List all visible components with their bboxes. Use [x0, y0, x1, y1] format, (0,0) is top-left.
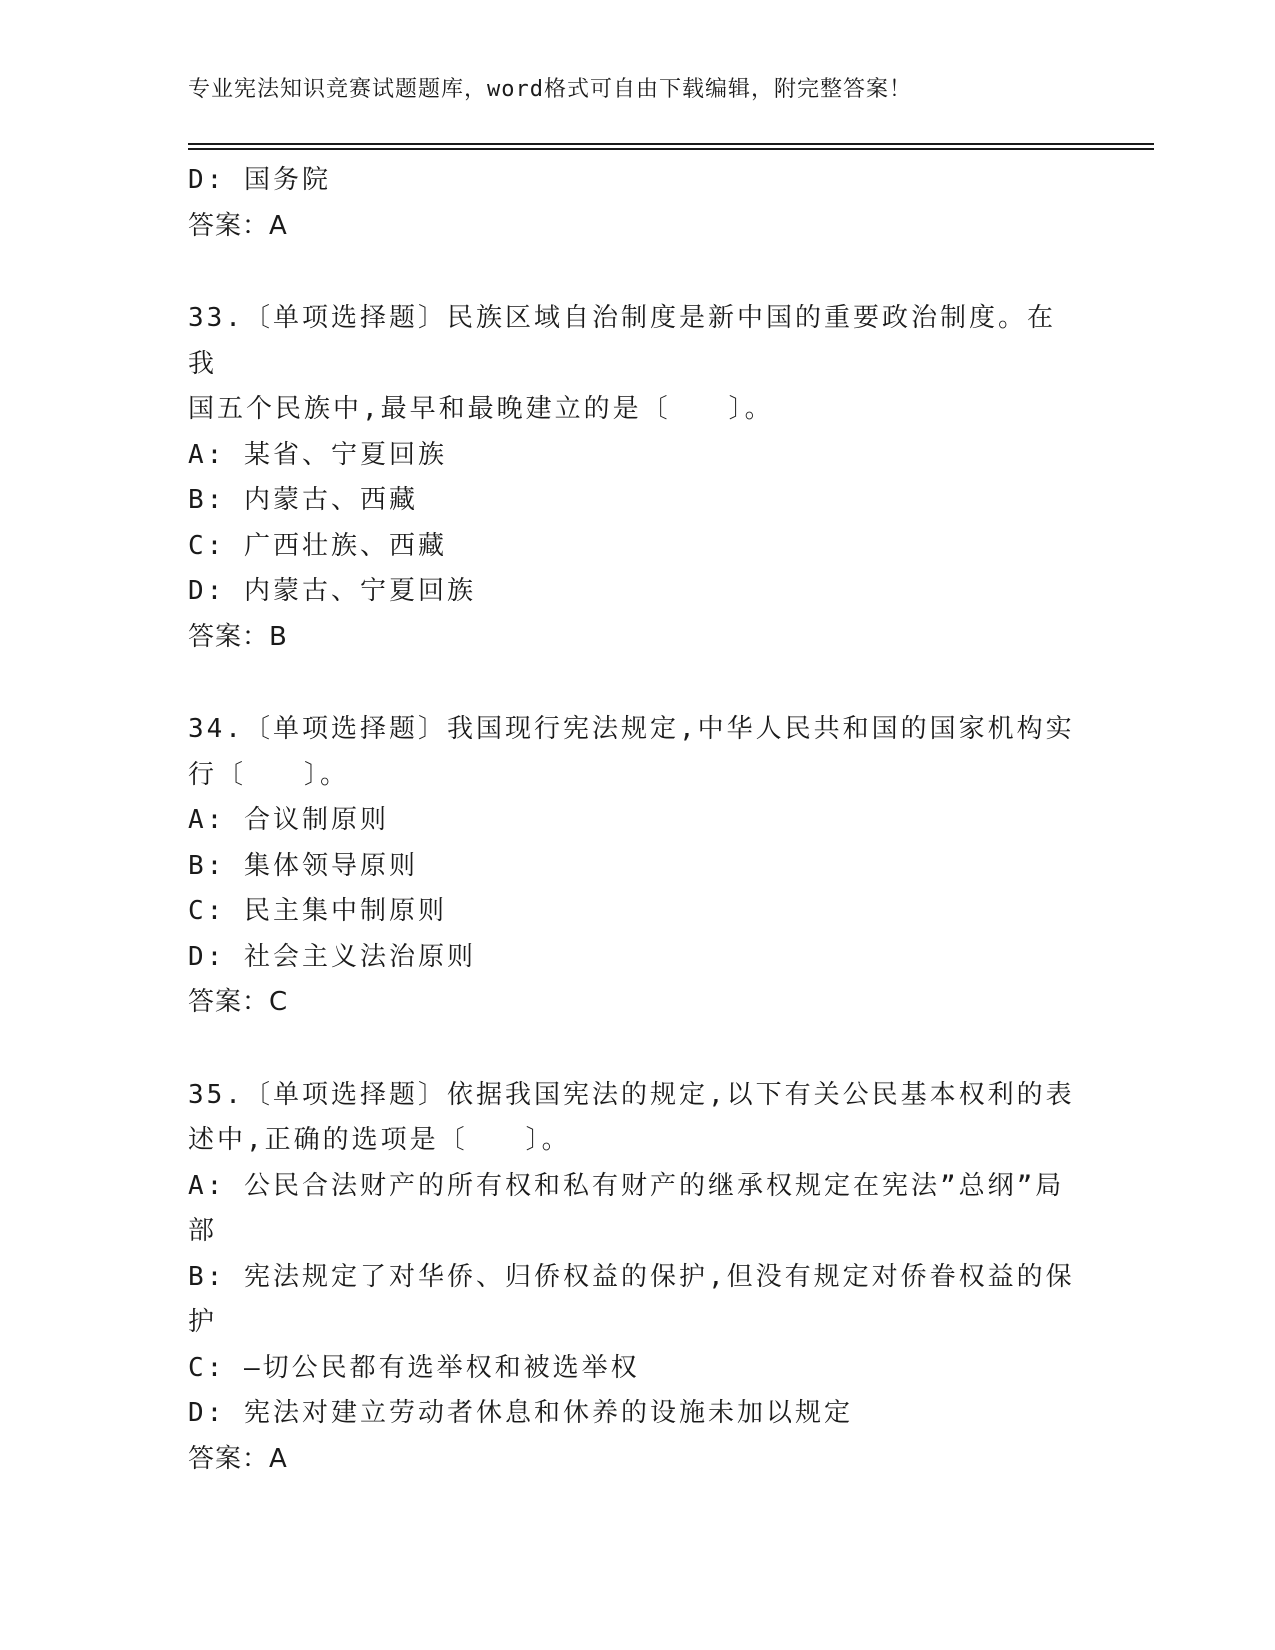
question-stem: 35.〔单项选择题〕依据我国宪法的规定,以下有关公民基本权利的表 [188, 1079, 1075, 1110]
option-d: D: 内蒙古、宁夏回族 [188, 576, 476, 606]
spacer [188, 249, 1078, 296]
spacer [188, 1026, 1078, 1073]
header-rule-bottom [188, 148, 1154, 150]
header-rule-top [188, 143, 1154, 145]
answer-line: 答案：C [188, 987, 289, 1017]
option-b: B: 内蒙古、西藏 [188, 485, 418, 515]
question-stem: 行〔 〕。 [188, 759, 350, 790]
question-32-tail [188, 158, 1078, 249]
question-stem: 34.〔单项选择题〕我国现行宪法规定,中华人民共和国的国家机构实 [188, 714, 1075, 744]
option-a: A: 合议制原则 [188, 805, 389, 835]
option-c: C: 广西壮族、西藏 [188, 530, 447, 561]
question-33 [188, 296, 1078, 660]
question-35 [188, 1073, 1078, 1483]
question-stem: 述中,正确的选项是〔 〕。 [188, 1125, 571, 1155]
option-a-continued: 部 [188, 1216, 218, 1246]
option-d: D: 社会主义法治原则 [188, 941, 476, 972]
answer-line: 答案：A [188, 1443, 288, 1474]
document-body [188, 158, 1078, 1482]
option-d: D: 宪法对建立劳动者休息和休养的设施未加以规定 [188, 1398, 853, 1428]
option-b: B: 宪法规定了对华侨、归侨权益的保护,但没有规定对侨眷权益的保 [188, 1261, 1075, 1292]
option-b-continued: 护 [188, 1307, 218, 1337]
option-b: B: 集体领导原则 [188, 850, 418, 881]
spacer [188, 660, 1078, 707]
question-34 [188, 707, 1078, 1026]
option-c: C: 民主集中制原则 [188, 896, 447, 926]
question-stem: 33.〔单项选择题〕民族区域自治制度是新中国的重要政治制度。在我 [188, 303, 1056, 379]
option-d: D: 国务院 [188, 165, 331, 195]
question-stem: 国五个民族中,最早和最晚建立的是〔 〕。 [188, 394, 774, 424]
option-c: C: —切公民都有选举权和被选举权 [188, 1352, 640, 1383]
option-a: A: 某省、宁夏回族 [188, 439, 447, 470]
answer-line: 答案：B [188, 621, 288, 652]
option-a: A: 公民合法财产的所有权和私有财产的继承权规定在宪法”总纲”局 [188, 1170, 1065, 1201]
answer-line: 答案：A [188, 210, 288, 241]
page-header: 专业宪法知识竞赛试题题库，word格式可自由下载编辑，附完整答案！ [188, 77, 912, 102]
